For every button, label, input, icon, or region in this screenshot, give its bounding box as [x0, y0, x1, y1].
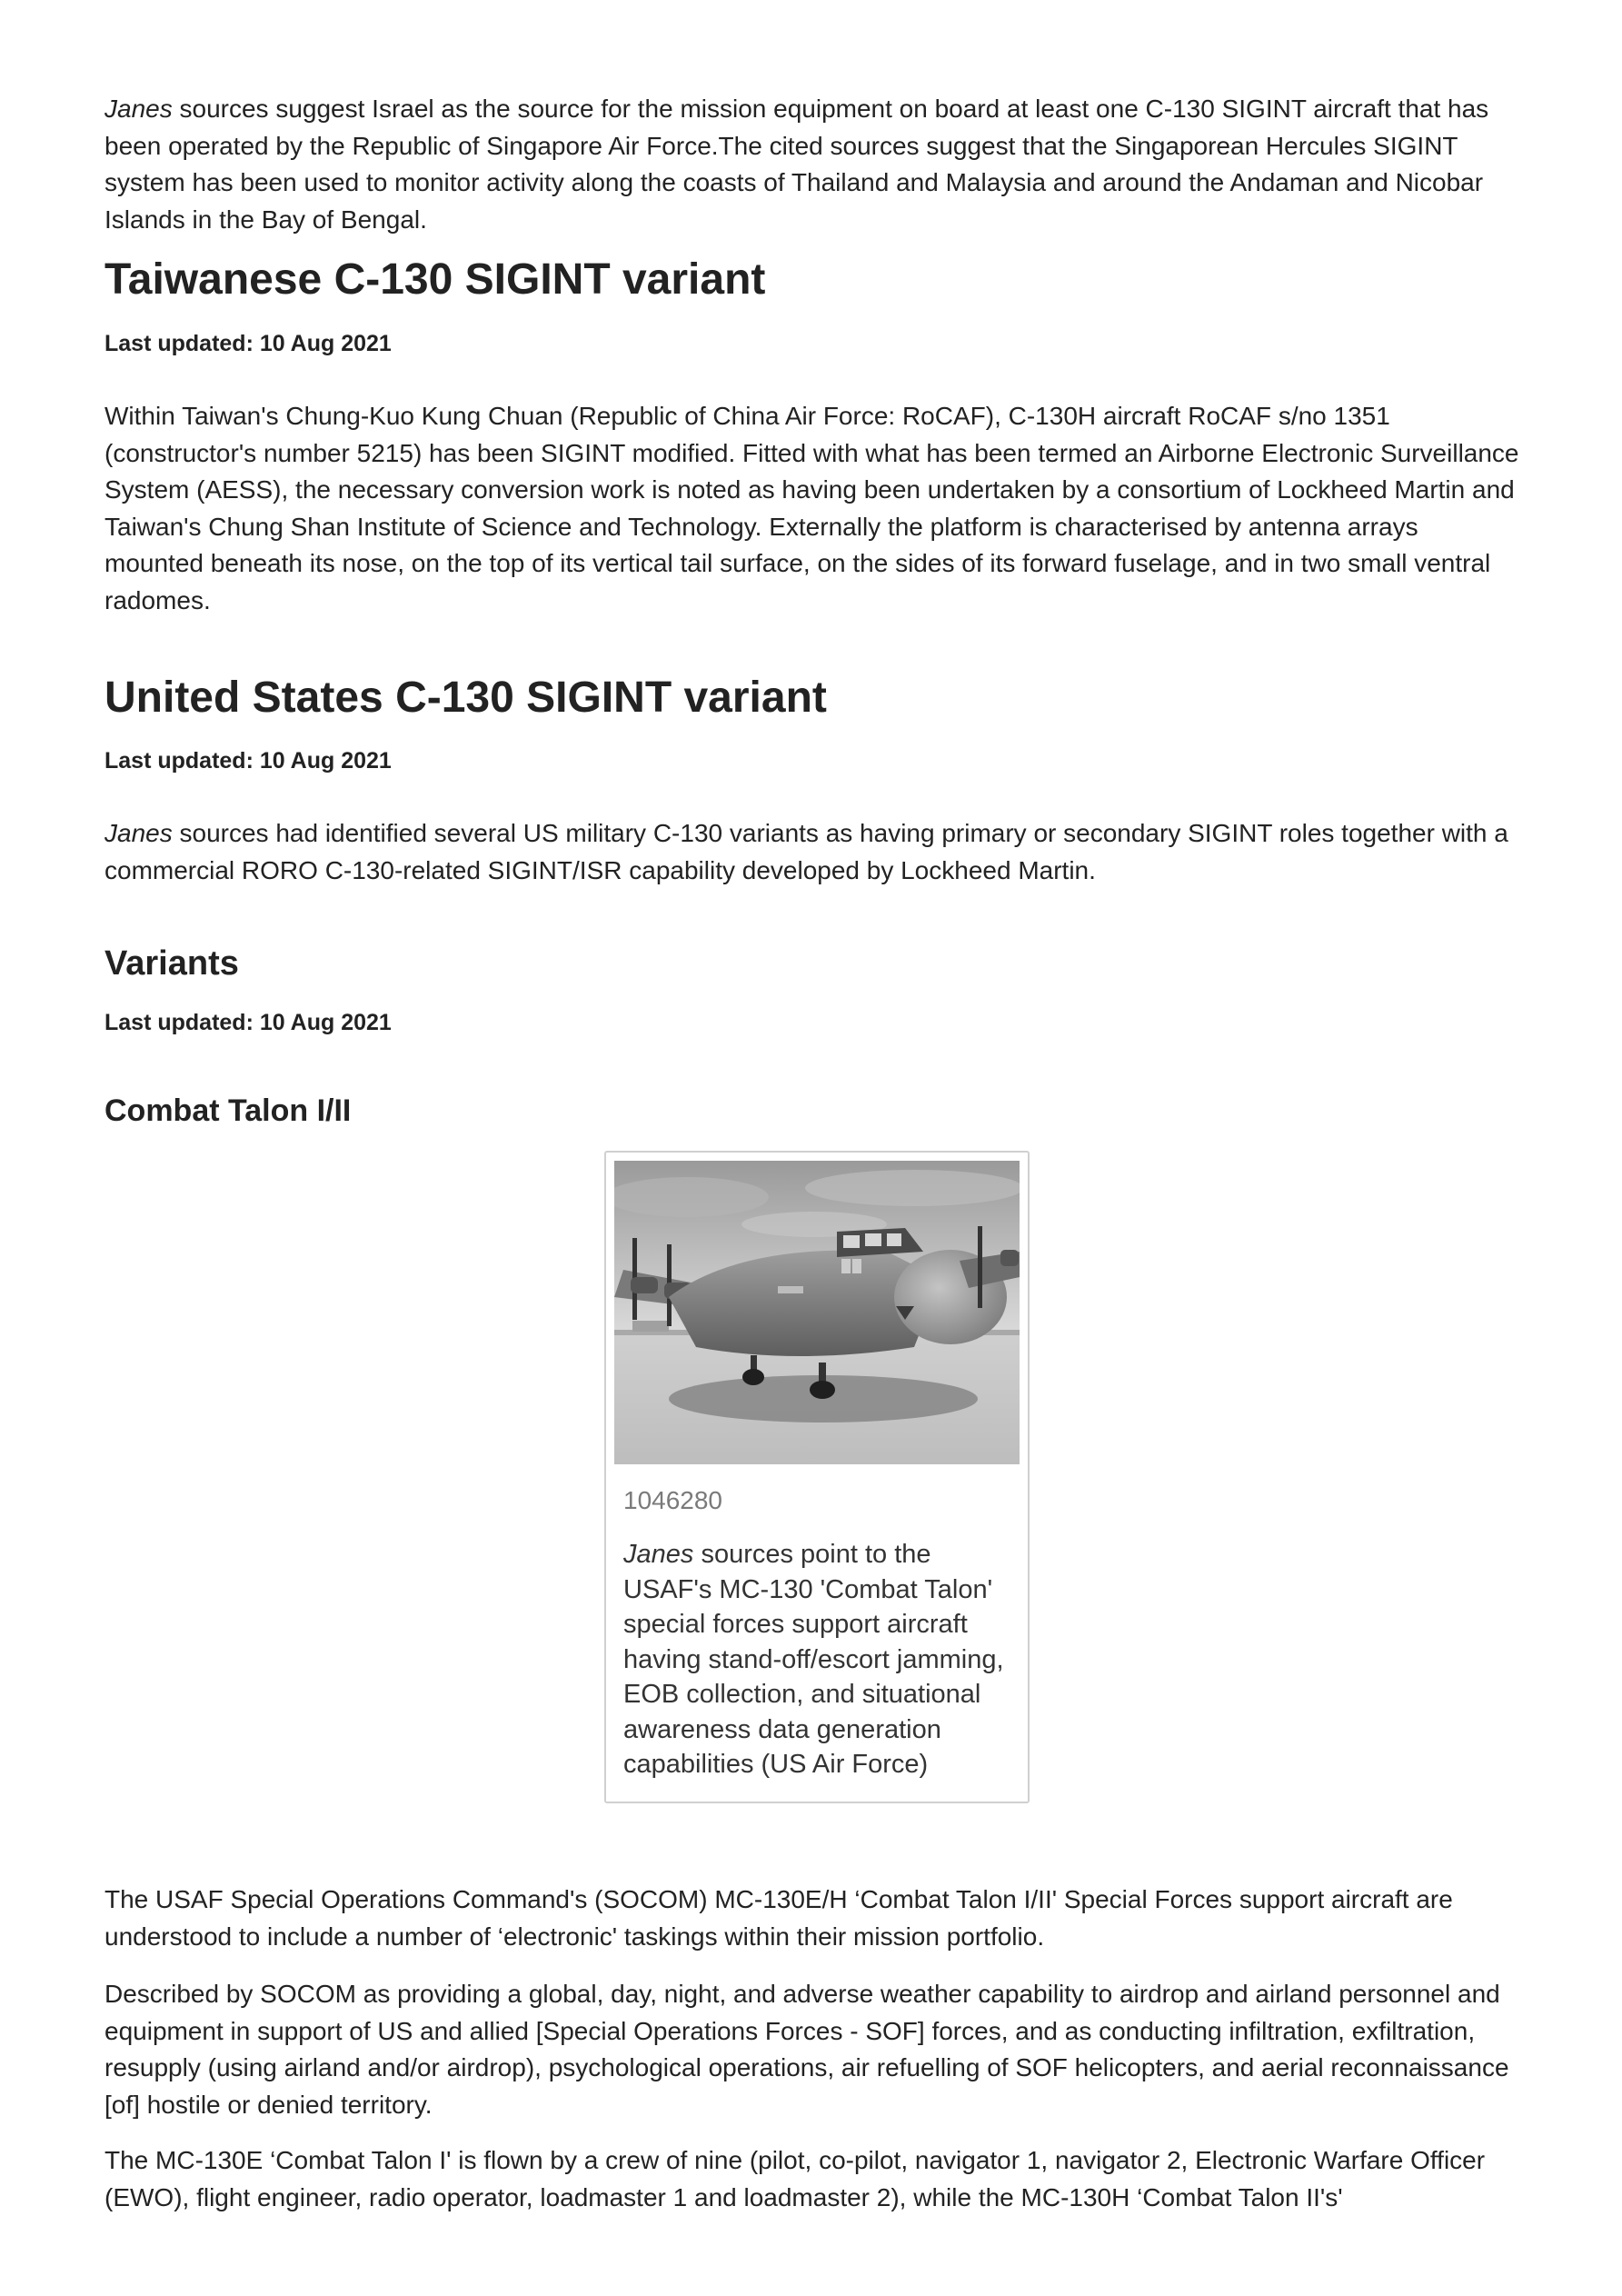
us-heading: United States C-130 SIGINT variant [104, 674, 827, 722]
figure-caption [623, 1537, 1010, 1782]
figure-id: 1046280 [623, 1486, 723, 1514]
combat-talon-paragraph-3: The MC-130E ‘Combat Talon I' is flown by a crew of nine (pilot, co-pilot, navigator 1, navigator 2, Electronic Warfare Officer (EWO), flight engineer, radio operator, loadmaster 1 and loadmaster 2), while the MC-130H ‘Combat Talon II's' [104, 2146, 1486, 2211]
caption-text: sources point to the USAF's MC-130 'Combat Talon' special forces support aircraft having stand-off/escort jamming, EOB collection, and situational awareness data generation capabilities (US Air Force) [623, 1540, 1004, 1779]
janes-italic: Janes [104, 95, 173, 123]
taiwan-last-updated: Last updated: 10 Aug 2021 [104, 331, 392, 356]
intro-text: sources suggest Israel as the source for the mission equipment on board at least one C-130 SIGINT aircraft that has been operated by the Republic of Singapore Air Force.The cited sources suggest that the Singaporean Hercules SIGINT system has been used to monitor activity along the coasts of Thailand and Malaysia and around the Andaman and Nicobar Islands in the Bay of Bengal. [104, 95, 1489, 234]
intro-paragraph [104, 91, 1522, 238]
janes-italic: Janes [104, 819, 173, 847]
us-last-updated: Last updated: 10 Aug 2021 [104, 748, 392, 774]
us-paragraph [104, 815, 1522, 889]
variants-heading: Variants [104, 944, 239, 983]
combat-talon-heading: Combat Talon I/II [104, 1093, 352, 1128]
aircraft-photo [614, 1161, 1020, 1464]
variants-last-updated: Last updated: 10 Aug 2021 [104, 1010, 392, 1035]
us-text: sources had identified several US military C-130 variants as having primary or secondary SIGINT roles together with a commercial RORO C-130-related SIGINT/ISR capability developed by Lockheed Martin. [104, 819, 1508, 884]
combat-talon-paragraph-2: Described by SOCOM as providing a global, day, night, and adverse weather capability to airdrop and airland personnel and equipment in support of US and allied [Special Operations Forces - SOF] forces, and as conducting infiltration, exfiltration, resupply (using airland and/or airdrop), psychological operations, air refuelling of SOF helicopters, and aerial reconnaissance [of] hostile or denied territory. [104, 1980, 1509, 2119]
taiwan-paragraph: Within Taiwan's Chung-Kuo Kung Chuan (Republic of China Air Force: RoCAF), C-130H aircraft RoCAF s/no 1351 (constructor's number 5215) has been SIGINT modified. Fitted with what has been termed an Airborne Electronic Surveillance System (AESS), the necessary conversion work is noted as having been undertaken by a consortium of Lockheed Martin and Taiwan's Chung Shan Institute of Science and Technology. Externally the platform is characterised by antenna arrays mounted beneath its nose, on the top of its vertical tail surface, on the sides of its forward fuselage, and in two small ventral radomes. [104, 402, 1519, 614]
taiwan-heading: Taiwanese C-130 SIGINT variant [104, 255, 766, 304]
combat-talon-paragraph-1: The USAF Special Operations Command's (SOCOM) MC-130E/H ‘Combat Talon I/II' Special Forces support aircraft are understood to include a number of ‘electronic' taskings within their mission portfolio. [104, 1885, 1453, 1951]
janes-italic: Janes [623, 1540, 694, 1569]
figure-card [604, 1151, 1030, 1803]
